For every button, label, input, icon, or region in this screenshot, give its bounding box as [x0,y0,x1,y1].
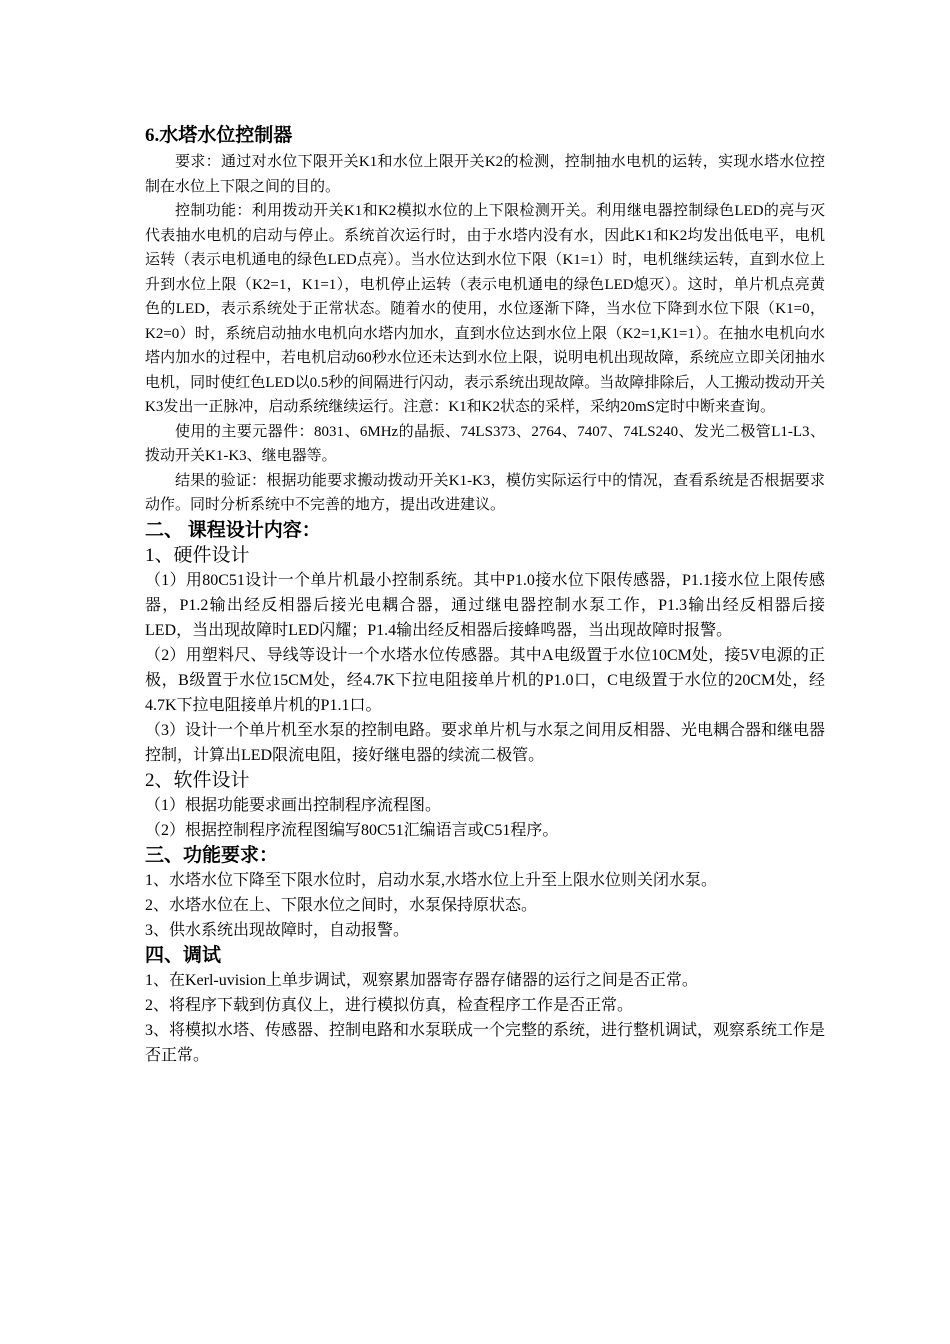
hardware-design-heading: 1、硬件设计 [145,544,250,566]
verification-paragraph: 结果的验证：根据功能要求搬动拨动开关K1-K3，模仿实际运行中的情况，查看系统是否根据要求动作。同时分析系统中不完善的地方，提出改进建议。 [145,472,825,513]
software-design-heading: 2、软件设计 [145,769,250,791]
components-paragraph: 使用的主要元器件：8031、6MHz的晶振、74LS373、2764、7407、74LS240、发光二极管L1-L3、拨动开关K1-K3、继电器等。 [145,423,825,464]
hardware-item-3: （3）设计一个单片机至水泵的控制电路。要求单片机与水泵之间用反相器、光电耦合器和继电器控制，计算出LED限流电阻，接好继电器的续流二极管。 [145,721,826,764]
requirement-paragraph: 要求：通过对水位下限开关K1和水位上限开关K2的检测，控制抽水电机的运转，实现水塔水位控制在水位上下限之间的目的。 [145,154,825,195]
control-function-paragraph: 控制功能：利用拨动开关K1和K2模拟水位的上下限检测开关。利用继电器控制绿色LED的亮与灭代表抽水电机的启动与停止。系统首次运行时，由于水塔内没有水，因此K1和K2均发出低电平，电机运转（表示电机通电的绿色LED点亮）。当水位达到水位下限（K1=1）时，电机继续运转，直到水位上升到水位上限（K2=1，K1=1），电机停止运转（表示电机通电的绿色LED熄灭）。这时，单片机点亮黄色的LED，表示系统处于正常状态。随着水的使用，水位逐渐下降，当水位下降到水位下限（K1=0，K2=0）时，系统启动抽水电机向水塔内加水，直到水位达到水位上限（K2=1,K1=1）。在抽水电机向水塔内加水的过程中，若电机启动60秒水位还未达到水位上限，说明电机出现故障，系统应立即关闭抽水电机，同时使红色LED以0.5秒的间隔进行闪动，表示系统出现故障。当故障排除后，人工搬动拨动开关K3发出一正脉冲，启动系统继续运行。注意：K1和K2状态的采样，采纳20mS定时中断来查询。 [145,203,825,415]
part-4-heading: 四、调试 [145,944,222,966]
section-6-title: 6.水塔水位控制器 [145,125,293,146]
debug-item-3: 3、将模拟水塔、传感器、控制电路和水泵联成一个完整的系统，进行整机调试，观察系统工作是否正常。 [145,1021,826,1064]
document-page [145,122,825,1068]
part-3-heading: 三、功能要求： [145,844,279,866]
software-item-1: （1）根据功能要求画出控制程序流程图。 [145,796,442,814]
debug-item-2: 2、将程序下载到仿真仪上，进行模拟仿真，检查程序工作是否正常。 [145,996,634,1014]
part-2-heading: 二、 课程设计内容： [145,519,321,541]
function-item-2: 2、水塔水位在上、下限水位之间时，水泵保持原状态。 [145,896,538,914]
hardware-item-2: （2）用塑料尺、导线等设计一个水塔水位传感器。其中A电级置于水位10CM处，接5V电源的正极，B级置于水位15CM处，经4.7K下拉电阻接单片机的P1.0口，C电级置于水位的20CM处，经4.7K下拉电阻接单片机的P1.1口。 [145,646,825,714]
function-item-3: 3、供水系统出现故障时，自动报警。 [145,921,410,939]
hardware-item-1: （1）用80C51设计一个单片机最小控制系统。其中P1.0接水位下限传感器，P1.1接水位上限传感器，P1.2输出经反相器后接光电耦合器，通过继电器控制水泵工作，P1.3输出经反相器后接LED，当出现故障时LED闪耀；P1.4输出经反相器后接蜂鸣器，当出现故障时报警。 [145,571,825,639]
software-item-2: （2）根据控制程序流程图编写80C51汇编语言或C51程序。 [145,821,559,839]
function-item-1: 1、水塔水位下降至下限水位时，启动水泵,水塔水位上升至上限水位则关闭水泵。 [145,871,718,889]
debug-item-1: 1、在Kerl-uvision上单步调试，观察累加器寄存器存储器的运行之间是否正常。 [145,971,698,989]
